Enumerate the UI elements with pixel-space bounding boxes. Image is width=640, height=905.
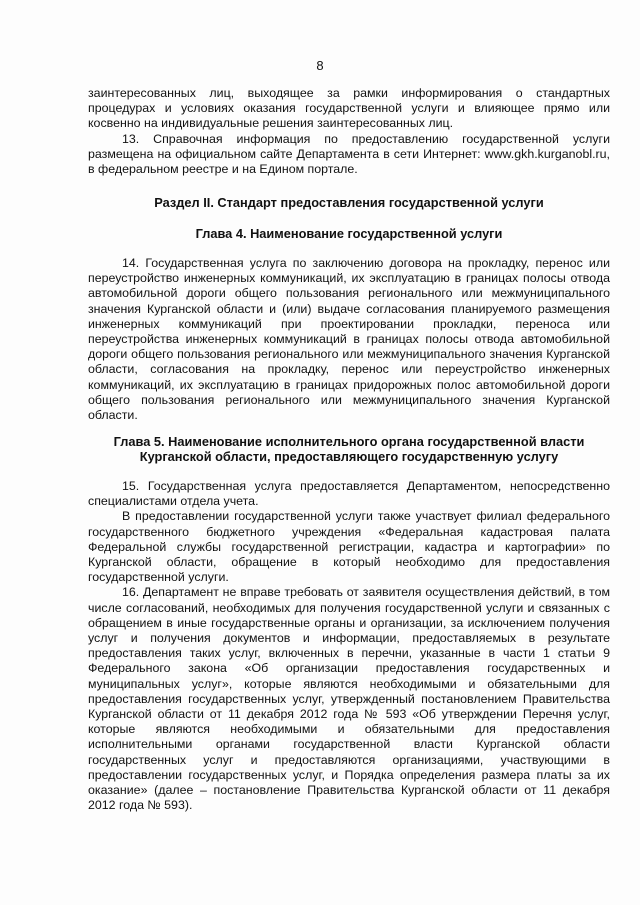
paragraph-15: 15. Государственная услуга предоставляется Департаментом, непосредственно специалистами отдела учета. (88, 479, 610, 509)
chapter-5-title-line-1: Глава 5. Наименование исполнительного органа государственной власти (113, 434, 585, 449)
section-2-title: Раздел II. Стандарт предоставления государственной услуги (154, 195, 544, 210)
chapter-5-title (88, 434, 610, 464)
intro-paragraph: заинтересованных лиц, выходящее за рамки информирования о стандартных процедурах и условиях оказания государственной услуги и влияющее прямо или косвенно на индивидуальные решения заинтересованных лиц. (88, 86, 610, 131)
chapter-5-title-line-2: Курганской области, предоставляющего государственную услугу (139, 449, 559, 465)
paragraph-16: 16. Департамент не вправе требовать от заявителя осуществления действий, в том числе согласований, необходимых для получения государственной услуги и связанных с обращением в иные государственные органы и организации, за исключением получения услуг и получения документов и информации, предоставляемых в результате предоставления таких услуг, включенных в перечни, указанные в части 1 статьи 9 Федерального закона «Об организации предоставления государственных и муниципальных услуг», которые являются необходимыми и обязательными для предоставления государственных услуг, утвержденный постановлением Правительства Курганской области от 11 декабря 2012 года № 593 «Об утверждении Перечня услуг, которые являются необходимыми и обязательными для предоставления исполнительными органами государственной власти Курганской области государственных услуг и предоставляются организациями, участвующими в предоставлении государственных услуг, и Порядка определения размера платы за их оказание» (далее – постановление Правительства Курганской области от 11 декабря 2012 года № 593). (88, 585, 610, 813)
paragraph-15-continued: В предоставлении государственной услуги также участвует филиал федерального государственного бюджетного учреждения «Федеральная кадастровая палата Федеральной службы государственной регистрации, кадастра и картографии» по Курганской области, обращение в который необходимо для предоставления государственной услуги. (88, 509, 610, 585)
paragraph-13: 13. Справочная информация по предоставлению государственной услуги размещена на официальном сайте Департамента в сети Интернет: www.gkh.kurganobl.ru, в федеральном реестре и на Едином портале. (88, 131, 610, 177)
text-block-chapter4 (88, 256, 610, 423)
text-block-chapter5 (88, 479, 610, 813)
chapter-4-title: Глава 4. Наименование государственной услуги (195, 226, 503, 241)
text-block-top (88, 86, 610, 177)
page-number: 8 (316, 58, 324, 73)
paragraph-14: 14. Государственная услуга по заключению договора на прокладку, перенос или переустройство инженерных коммуникаций, их эксплуатацию в границах полосы отвода автомобильной дороги общего пользования регионального или межмуниципального значения Курганской области и (или) выдаче согласования планируемого размещения инженерных коммуникаций при проектировании прокладки, переноса или переустройства инженерных коммуникаций в границах полосы отвода автомобильной дороги общего пользования регионального или межмуниципального значения Курганской области, согласования на прокладку, перенос или переустройство инженерных коммуникаций, их эксплуатацию в границах придорожных полос автомобильной дороги общего пользования регионального или межмуниципального значения Курганской области. (88, 256, 610, 423)
